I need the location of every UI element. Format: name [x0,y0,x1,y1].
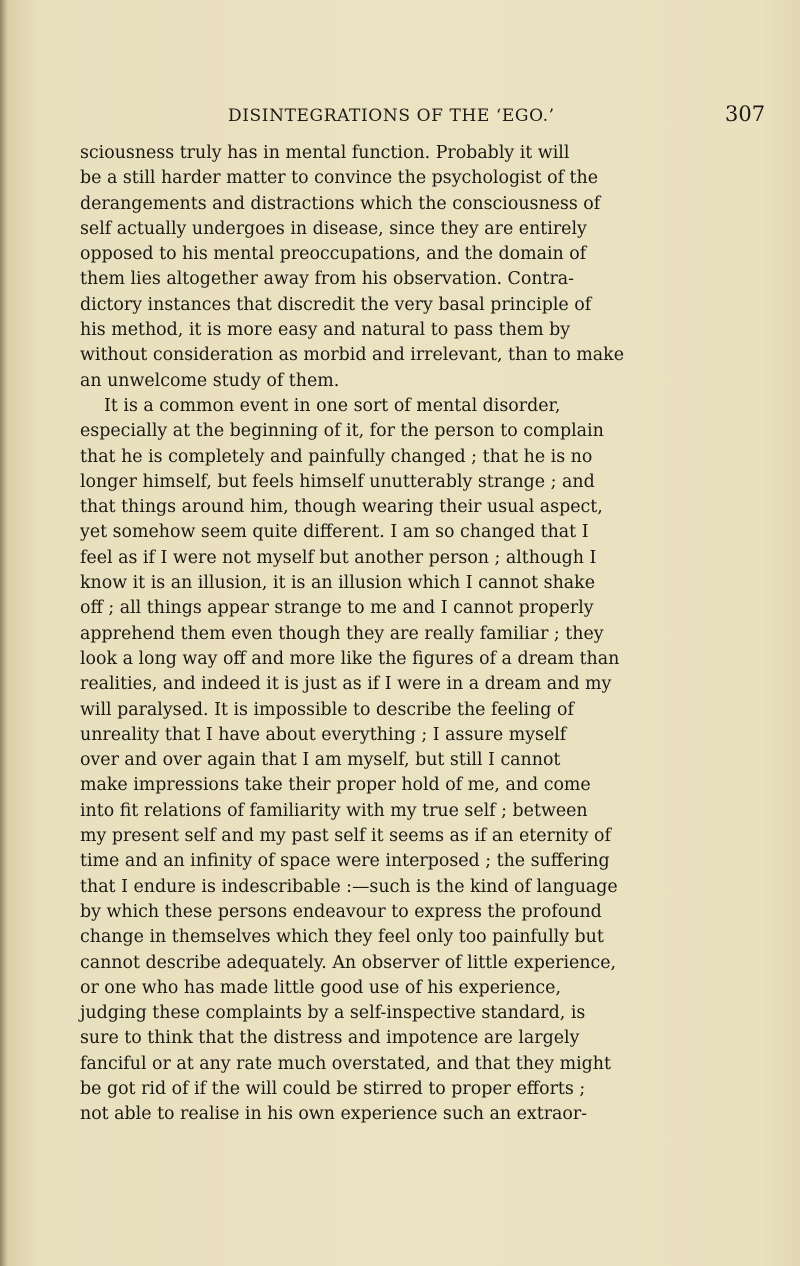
text-line: know it is an illusion, it is an illusion which I cannot shake [80,573,596,594]
text-line: his method, it is more easy and natural to pass them by [80,320,571,341]
text-line: them lies altogether away from his observation. Contra- [80,269,575,290]
text-line: judging these complaints by a self-inspective standard, is [80,1003,586,1024]
text-line: or one who has made little good use of his experience, [80,977,561,998]
body-text [80,141,785,1128]
text-line: sciousness truly has in mental function. Probably it will [80,143,570,163]
text-line: apprehend them even though they are really familiar ; they [80,623,604,644]
text-line: unreality that I have about everything ; I assure myself [80,724,567,745]
running-title: DISINTEGRATIONS OF THE ‘EGO.’ [228,106,555,126]
paragraph-start-line: It is a common event in one sort of mental disorder, [104,395,561,416]
text-line: especially at the beginning of it, for the person to complain [80,421,604,442]
text-line: look a long way off and more like the figures of a dream than [80,648,620,669]
text-line: by which these persons endeavour to express the profound [80,901,602,922]
text-line: my present self and my past self it seems as if an eternity of [80,826,611,847]
running-header [0,104,800,134]
text-line: time and an infinity of space were interposed ; the suffering [80,851,610,872]
text-line: be got rid of if the will could be stirred to proper efforts ; [80,1078,586,1099]
text-line: that I endure is indescribable :—such is the kind of language [80,876,618,897]
text-line: into fit relations of familiarity with my true self ; between [80,800,588,821]
text-line: not able to realise in his own experience such an extraor- [80,1104,588,1125]
text-line: opposed to his mental preoccupations, and the domain of [80,244,587,265]
text-line: that things around him, though wearing their usual aspect, [80,497,603,518]
text-line: an unwelcome study of them. [80,370,340,391]
text-line: longer himself, but feels himself unutterably strange ; and [80,471,595,492]
text-line: fanciful or at any rate much overstated, and that they might [80,1053,611,1074]
text-line: off ; all things appear strange to me and I cannot properly [80,598,594,619]
text-line: make impressions take their proper hold of me, and come [80,775,591,796]
text-line: realities, and indeed it is just as if I were in a dream and my [80,674,612,695]
text-line: feel as if I were not myself but another person ; although I [80,547,597,568]
text-line: be a still harder matter to convince the psychologist of the [80,168,599,189]
text-line: over and over again that I am myself, but still I cannot [80,750,561,771]
text-line: self actually undergoes in disease, since they are entirely [80,218,587,239]
text-line: dictory instances that discredit the very basal principle of [80,294,592,315]
text-line: change in themselves which they feel only too painfully but [80,927,604,948]
text-line: that he is completely and painfully changed ; that he is no [80,446,593,467]
text-line: will paralysed. It is impossible to describe the feeling of [80,699,574,720]
text-line: yet somehow seem quite different. I am so changed that I [80,522,589,543]
text-line: without consideration as morbid and irrelevant, than to make [80,345,624,366]
text-line: cannot describe adequately. An observer of little experience, [80,952,617,973]
text-line: derangements and distractions which the consciousness of [80,193,601,214]
page-number: 307 [725,102,766,126]
text-line: sure to think that the distress and impotence are largely [80,1028,580,1049]
binding-gutter [0,0,8,1266]
